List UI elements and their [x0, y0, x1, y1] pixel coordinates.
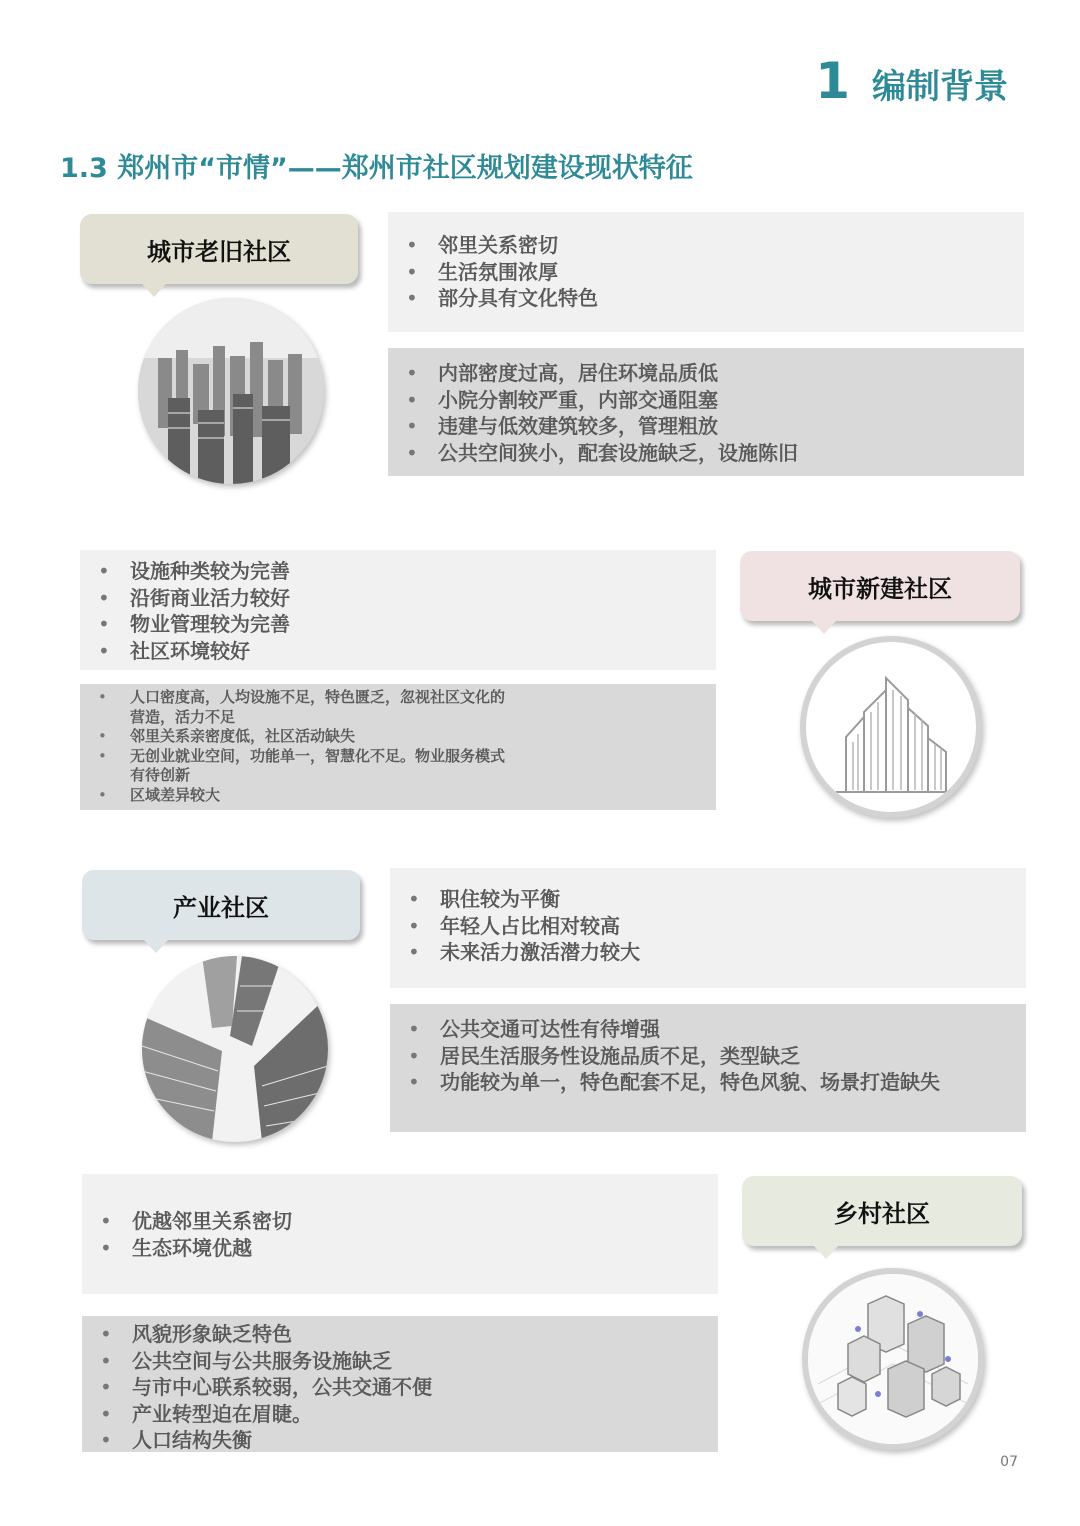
chapter-title: 编制背景	[872, 67, 1008, 107]
tag-industrial-community	[82, 870, 360, 940]
chapter-heading	[815, 52, 1008, 110]
list-item: • 区域差异较大	[88, 786, 716, 806]
list-item: • 违建与低效建筑较多，管理粗放	[396, 413, 1024, 440]
advantages-list	[390, 868, 1026, 966]
problems-box	[80, 684, 716, 810]
list-item: • 产业转型迫在眉睫。	[90, 1401, 718, 1428]
tag-new-community	[740, 551, 1020, 621]
page-number: 07	[1000, 1454, 1018, 1470]
advantages-box	[80, 550, 716, 670]
list-item: • 邻里关系亲密度低，社区活动缺失	[88, 727, 716, 747]
list-item: • 物业管理较为完善	[88, 611, 716, 638]
tag-label: 城市新建社区	[808, 574, 952, 603]
list-item: • 设施种类较为完善	[88, 558, 716, 585]
list-item: • 人口密度高，人均设施不足，特色匮乏，忽视社区文化的	[88, 688, 716, 708]
list-item-continuation: 营造，活力不足	[130, 707, 236, 726]
urban-skyline-photo	[138, 298, 324, 484]
problems-list	[388, 348, 1024, 466]
tag-label: 乡村社区	[834, 1199, 930, 1228]
list-item: • 未来活力激活潜力较大	[398, 939, 1026, 966]
list-item: • 公共空间与公共服务设施缺乏	[90, 1348, 718, 1375]
list-item: • 无创业就业空间，功能单一，智慧化不足。物业服务模式	[88, 747, 716, 767]
list-item: • 邻里关系密切	[396, 232, 1024, 259]
list-item: • 公共交通可达性有待增强	[398, 1016, 1026, 1043]
list-item: • 社区环境较好	[88, 638, 716, 665]
list-item: • 与市中心联系较弱，公共交通不便	[90, 1374, 718, 1401]
list-item: • 人口结构失衡	[90, 1427, 718, 1454]
section-title: 1.3 郑州市“市情”——郑州市社区规划建设现状特征	[60, 153, 693, 184]
list-item: • 风貌形象缺乏特色	[90, 1321, 718, 1348]
list-item: • 职住较为平衡	[398, 886, 1026, 913]
list-item: • 内部密度过高，居住环境品质低	[396, 360, 1024, 387]
tag-old-community	[80, 214, 358, 284]
list-item: • 生活氛围浓厚	[396, 259, 1024, 286]
list-item: • 居民生活服务性设施品质不足，类型缺乏	[398, 1043, 1026, 1070]
problems-list	[82, 1316, 718, 1454]
list-item: • 功能较为单一，特色配套不足，特色风貌、场景打造缺失	[398, 1069, 1026, 1096]
advantages-box	[390, 868, 1026, 988]
tag-label: 产业社区	[173, 893, 269, 922]
advantages-list	[82, 1174, 718, 1261]
list-item: • 部分具有文化特色	[396, 285, 1024, 312]
list-item: • 生态环境优越	[90, 1235, 718, 1262]
isometric-village-icon	[802, 1268, 984, 1450]
advantages-box	[388, 212, 1024, 332]
tag-label: 城市老旧社区	[147, 237, 291, 266]
advantages-list	[80, 550, 716, 664]
problems-box	[82, 1316, 718, 1452]
list-item: • 年轻人占比相对较高	[398, 913, 1026, 940]
tag-rural-community	[742, 1176, 1022, 1246]
problems-box	[388, 348, 1024, 476]
problems-list	[80, 684, 716, 806]
list-item: • 优越邻里关系密切	[90, 1208, 718, 1235]
advantages-box	[82, 1174, 718, 1294]
list-item: • 小院分割较严重，内部交通阻塞	[396, 387, 1024, 414]
chapter-number: 1	[815, 52, 850, 110]
towers-looking-up-photo	[142, 956, 328, 1142]
list-item-continuation: 有待创新	[130, 766, 191, 785]
list-item: • 沿街商业活力较好	[88, 585, 716, 612]
problems-box	[390, 1004, 1026, 1132]
problems-list	[390, 1004, 1026, 1096]
advantages-list	[388, 212, 1024, 312]
high-rise-buildings-icon	[800, 636, 982, 818]
list-item: • 公共空间狭小，配套设施缺乏，设施陈旧	[396, 440, 1024, 467]
